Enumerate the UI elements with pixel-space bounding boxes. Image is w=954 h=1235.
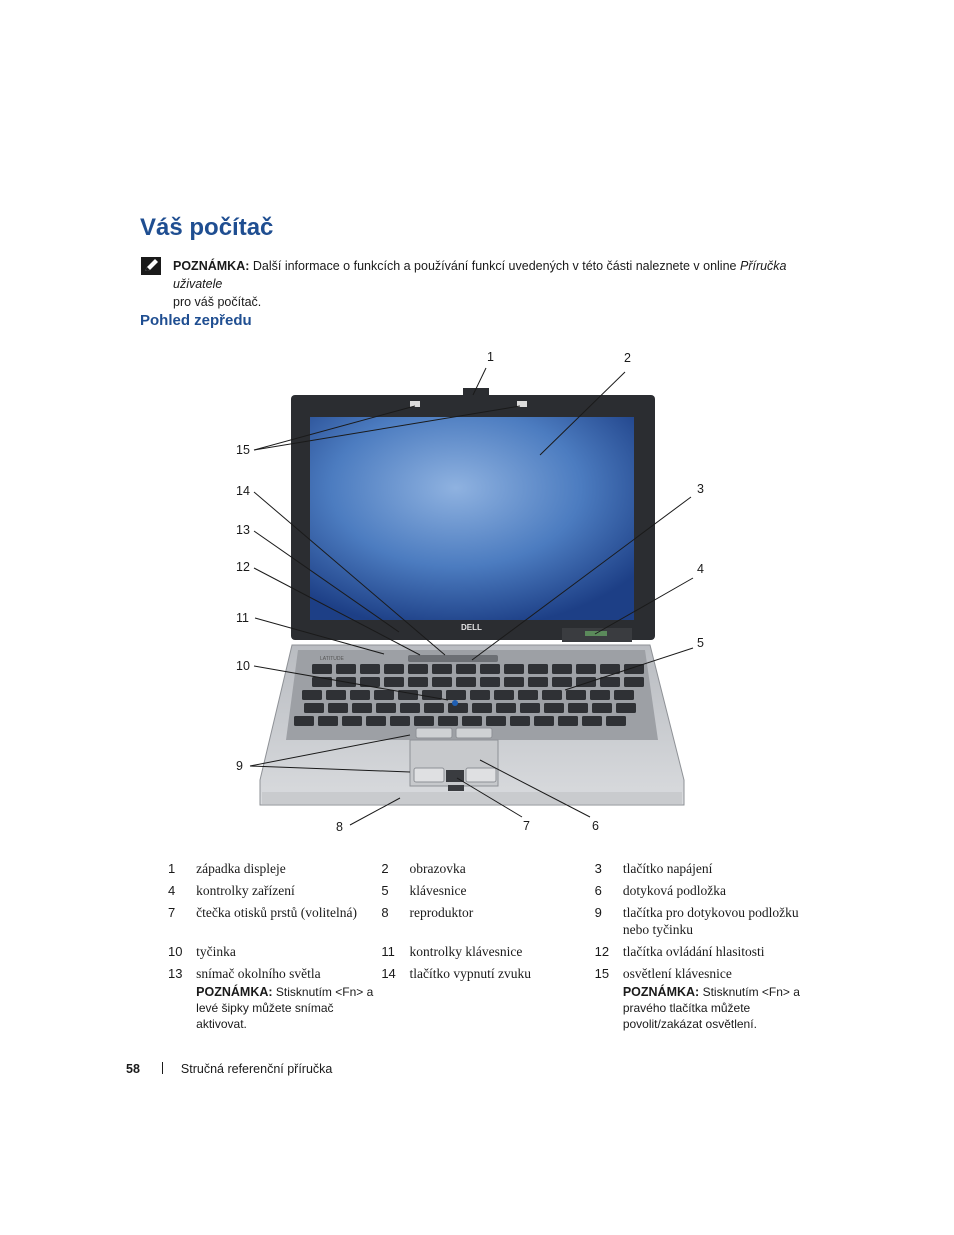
note-label: POZNÁMKA: [173,259,250,273]
page-title: Váš počítač [140,214,274,241]
key [624,677,644,687]
legend-label [623,882,808,904]
legend-label [410,965,595,1037]
legend-text: obrazovka [409,861,466,876]
key [384,664,404,674]
key [614,690,634,700]
legend-label [196,882,381,904]
key [408,664,428,674]
legend-text: klávesnice [409,883,467,898]
key [318,716,338,726]
laptop-base [260,645,684,805]
legend-number: 4 [168,883,176,898]
note-text-2: pro váš počítač. [173,295,262,309]
key [456,677,476,687]
legend-number: 1 [168,861,176,876]
key [504,677,524,687]
key [342,716,362,726]
callout-14: 14 [236,484,250,498]
key [544,703,564,713]
laptop-figure [230,345,720,835]
key [496,703,516,713]
key [616,703,636,713]
legend-text: kontrolky klávesnice [409,944,523,959]
key [432,677,452,687]
key [510,716,530,726]
callout-3: 3 [697,482,704,496]
key [462,716,482,726]
legend-label [410,882,595,904]
key [424,703,444,713]
callout-10: 10 [236,659,250,673]
key [576,664,596,674]
legend-number: 3 [594,861,602,876]
key [302,690,322,700]
key [456,664,476,674]
legend-number: 11 [381,944,395,959]
legend-note-text: Stisknutím <Fn> a levé šipky můžete snímač aktivovat. [196,985,374,1031]
legend-row [168,860,808,882]
key [518,690,538,700]
key [360,664,380,674]
legend-number: 5 [381,883,389,898]
key [590,690,610,700]
key [470,690,490,700]
brand-label: LATITUDE [320,656,344,662]
legend-text: osvětlení klávesnice [622,966,732,981]
legend-text: tlačítka pro dotykovou podložku nebo tyčinku [622,905,799,937]
key [592,703,612,713]
key [582,716,602,726]
legend-text: tlačítka ovládání hlasitosti [622,944,765,959]
callout-11: 11 [236,611,249,625]
key [606,716,626,726]
legend-text: tlačítko napájení [622,861,713,876]
legend-text: dotyková podložka [622,883,726,898]
key [568,703,588,713]
key [366,716,386,726]
key [552,664,572,674]
key [600,677,620,687]
key [438,716,458,726]
key [528,664,548,674]
page-footer [126,1062,332,1076]
callout-7: 7 [523,819,530,833]
legend-number: 10 [168,944,183,959]
key [414,716,434,726]
key [408,677,428,687]
legend-number: 9 [594,905,602,920]
legend-number: 14 [381,966,396,981]
dell-logo: DELL [461,623,482,632]
key [472,703,492,713]
legend-text: západka displeje [196,861,286,876]
page-number: 58 [126,1062,140,1076]
key [400,703,420,713]
key [552,677,572,687]
callout-1: 1 [487,350,494,364]
key [558,716,578,726]
legend-label [196,860,381,882]
key [520,703,540,713]
legend-text: tyčinka [196,944,236,959]
legend-number: 15 [594,966,610,981]
key [448,703,468,713]
legend-label [196,965,381,1037]
legend-note-label: POZNÁMKA: [622,985,700,999]
note-pencil-icon [141,257,161,275]
legend-label [410,943,595,965]
legend-label [410,860,595,882]
footer-divider [162,1062,163,1074]
display-lid [291,388,655,642]
callout-6: 6 [592,819,599,833]
legend-label [623,860,808,882]
legend-note [623,984,808,1032]
key [312,664,332,674]
key [432,664,452,674]
legend-text: reproduktor [409,905,474,920]
key [480,677,500,687]
legend-note-text: Stisknutím <Fn> a pravého tlačítka můžete povolit/zakázat osvětlení. [622,985,800,1031]
key [304,703,324,713]
legend-number: 7 [168,905,176,920]
key [384,677,404,687]
callout-4: 4 [697,562,704,576]
screen [310,417,634,620]
callout-9: 9 [236,759,243,773]
legend-text: čtečka otisků prstů (volitelná) [196,905,357,920]
callout-2: 2 [624,351,631,365]
legend-note-label: POZNÁMKA: [196,985,273,999]
legend-text: tlačítko vypnutí zvuku [409,966,531,981]
legend-row [168,943,808,965]
key [294,716,314,726]
legend-label [623,904,808,943]
legend-label [623,943,808,965]
legend-label [196,904,381,943]
key [504,664,524,674]
key [542,690,562,700]
legend-label [623,965,808,1037]
footer-title: Stručná referenční příručka [180,1062,333,1076]
key [480,664,500,674]
key [494,690,514,700]
legend-number: 12 [594,944,610,959]
key [336,664,356,674]
legend-number: 13 [168,966,183,981]
callout-12: 12 [236,560,250,574]
legend-number: 6 [594,883,602,898]
legend-number: 8 [381,905,389,920]
legend-row [168,965,808,1037]
key [566,690,586,700]
callout-13: 13 [236,523,250,537]
key [352,703,372,713]
key [390,716,410,726]
legend-text: snímač okolního světla [196,966,321,981]
legend-row [168,882,808,904]
key [376,703,396,713]
key [326,690,346,700]
key [534,716,554,726]
section-heading: Pohled zepředu [140,312,252,329]
key [446,690,466,700]
legend-note [196,984,381,1032]
callout-8: 8 [336,820,343,834]
legend-table [168,860,808,1037]
legend-number: 2 [381,861,389,876]
key [328,703,348,713]
key [312,677,332,687]
key [486,716,506,726]
legend-label [196,943,381,965]
legend-text: kontrolky zařízení [196,883,295,898]
note-text: Další informace o funkcích a používání funkcí uvedených v této části naleznete v online [252,259,737,273]
legend-row [168,904,808,943]
note-italic: Příručka uživatele [173,259,787,291]
legend-label [410,904,595,943]
key [528,677,548,687]
callout-5: 5 [697,636,704,650]
callout-15: 15 [236,443,250,457]
key [350,690,370,700]
note-block [173,257,833,311]
key [374,690,394,700]
